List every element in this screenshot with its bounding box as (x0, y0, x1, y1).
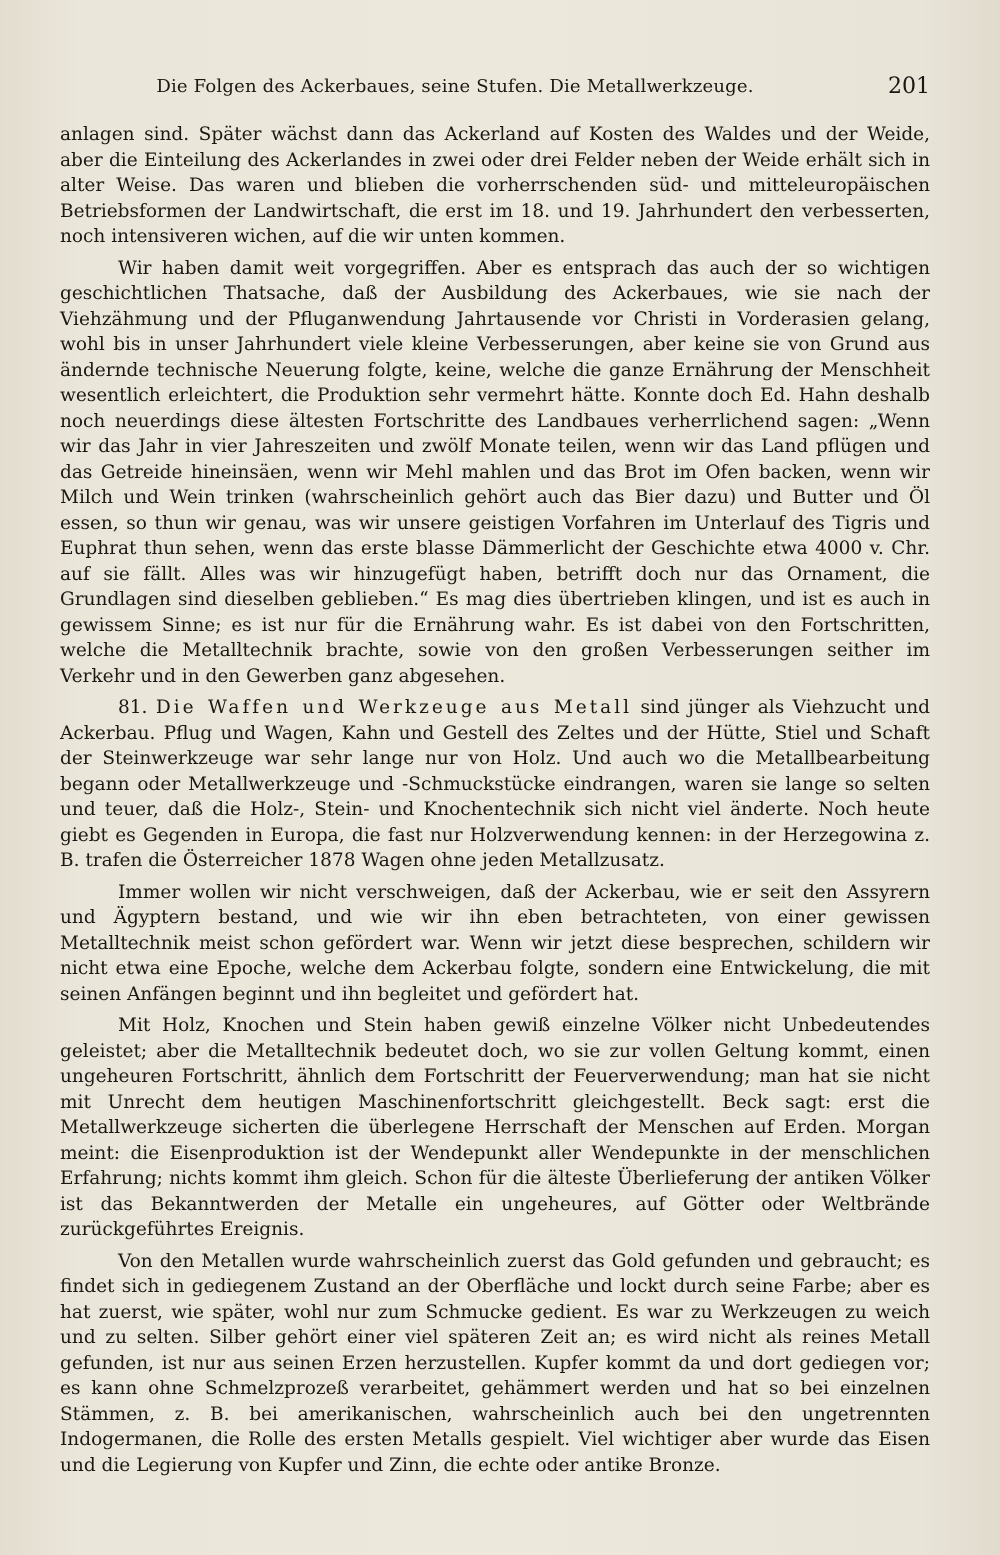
section-paragraph (60, 695, 930, 874)
running-title: Die Folgen des Ackerbaues, seine Stufen. Die Metallwerkzeuge. (156, 76, 754, 97)
section-heading: Die Waffen und Werkzeuge aus Metall (155, 697, 633, 718)
section-text: sind jünger als Viehzucht und Ackerbau. Pflug und Wagen, Kahn und Gestell des Zeltes und der Hütte, Stiel und Schaft der Steinwerkzeuge war sehr lange nur von Holz. Und auch wo die Metallbearbeitung begann oder Metallwerkzeuge und -Schmuckstücke eindrangen, waren sie lange so selten und teuer, daß die Holz-, Stein- und Knochentechnik sich nicht viel änderte. Noch heute giebt es Gegenden in Europa, die fast nur Holzverwendung kennen: in der Herzegowina z. B. trafen die Österreicher 1878 Wagen ohne jeden Metallzusatz. (60, 697, 930, 871)
paragraph: Wir haben damit weit vorgegriffen. Aber es entsprach das auch der so wichtigen geschichtlichen Thatsache, daß der Ausbildung des Ackerbaues, wie sie nach der Viehzähmung und der Pfluganwendung Jahrtausende vor Christi in Vorderasien gelang, wohl bis in unser Jahrhundert viele kleine Verbesserungen, aber keine sie von Grund aus ändernde technische Neuerung folgte, keine, welche die ganze Ernährung der Menschheit wesentlich erleichtert, die Produktion sehr vermehrt hätte. Konnte doch Ed. Hahn deshalb noch neuerdings diese ältesten Fortschritte des Landbaues verherrlichend sagen: „Wenn wir das Jahr in vier Jahreszeiten und zwölf Monate teilen, wenn wir das Land pflügen und das Getreide hineinsäen, wenn wir Mehl mahlen und das Brot im Ofen backen, wenn wir Milch und Wein trinken (wahrscheinlich gehört auch das Bier dazu) und Butter und Öl essen, so thun wir genau, was wir unsere geistigen Vorfahren im Unterlauf des Tigris und Euphrat thun sehen, wenn das erste blasse Dämmerlicht der Geschichte etwa 4000 v. Chr. auf sie fällt. Alles was wir hinzugefügt haben, betrifft doch nur das Ornament, die Grundlagen sind dieselben geblieben.“ Es mag dies übertrieben klingen, und ist es auch in gewissem Sinne; es ist nur für die Ernährung wahr. Es ist dabei von den Fortschritten, welche die Metalltechnik brachte, sowie von den großen Verbesserungen seither im Verkehr und in den Gewerben ganz abgesehen. (60, 257, 930, 687)
page-header (60, 74, 930, 104)
section-number: 81. (118, 697, 148, 718)
paragraph: Mit Holz, Knochen und Stein haben gewiß einzelne Völker nicht Unbedeutendes geleistet; aber die Metalltechnik bedeutet doch, wo sie zur vollen Geltung kommt, einen ungeheuren Fortschritt, ähnlich dem Fortschritt der Feuerverwendung; man hat sie nicht mit Unrecht dem heutigen Maschinenfortschritt gleichgestellt. Beck sagt: erst die Metallwerkzeuge sicherten die überlegene Herrschaft der Menschen auf Erden. Morgan meint: die Eisenproduktion ist der Wendepunkt aller Wendepunkte in der menschlichen Erfahrung; nichts kommt ihm gleich. Schon für die älteste Überlieferung der antiken Völker ist das Bekanntwerden der Metalle ein ungeheures, auf Götter oder Weltbrände zurückgeführtes Ereignis. (60, 1015, 930, 1240)
paragraph: Von den Metallen wurde wahrscheinlich zuerst das Gold gefunden und gebraucht; es findet sich in gediegenem Zustand an der Oberfläche und lockt durch seine Farbe; aber es hat zuerst, wie später, wohl nur zum Schmucke gedient. Es war zu Werkzeugen zu weich und zu selten. Silber gehört einer viel späteren Zeit an; es wird nicht als reines Metall gefunden, ist nur aus seinen Erzen herzustellen. Kupfer kommt da und dort gediegen vor; es kann ohne Schmelzprozeß verarbeitet, gehämmert werden und hat so bei einzelnen Stämmen, z. B. bei amerikanischen, wahrscheinlich auch bei den ungetrennten Indogermanen, die Rolle des ersten Metalls gespielt. Viel wichtiger aber wurde das Eisen und die Legierung von Kupfer und Zinn, die echte oder antike Bronze. (60, 1250, 930, 1476)
paragraph: anlagen sind. Später wächst dann das Ackerland auf Kosten des Waldes und der Weide, aber die Einteilung des Ackerlandes in zwei oder drei Felder neben der Weide erhält sich in alter Weise. Das waren und blieben die vorherrschenden süd- und mitteleuropäischen Betriebsformen der Landwirtschaft, die erst im 18. und 19. Jahrhundert den verbesserten, noch intensiveren wichen, auf die wir unten kommen. (60, 124, 930, 247)
paragraph: Immer wollen wir nicht verschweigen, daß der Ackerbau, wie er seit den Assyrern und Ägyptern bestand, und wie wir ihn eben betrachteten, von einer gewissen Metalltechnik meist schon gefördert war. Wenn wir jetzt diese besprechen, schildern wir nicht etwa eine Epoche, welche dem Ackerbau folgte, sondern eine Entwickelung, die mit seinen Anfängen beginnt und ihn begleitet und gefördert hat. (60, 881, 930, 1005)
page-body (60, 122, 930, 1484)
page-number: 201 (888, 74, 930, 99)
